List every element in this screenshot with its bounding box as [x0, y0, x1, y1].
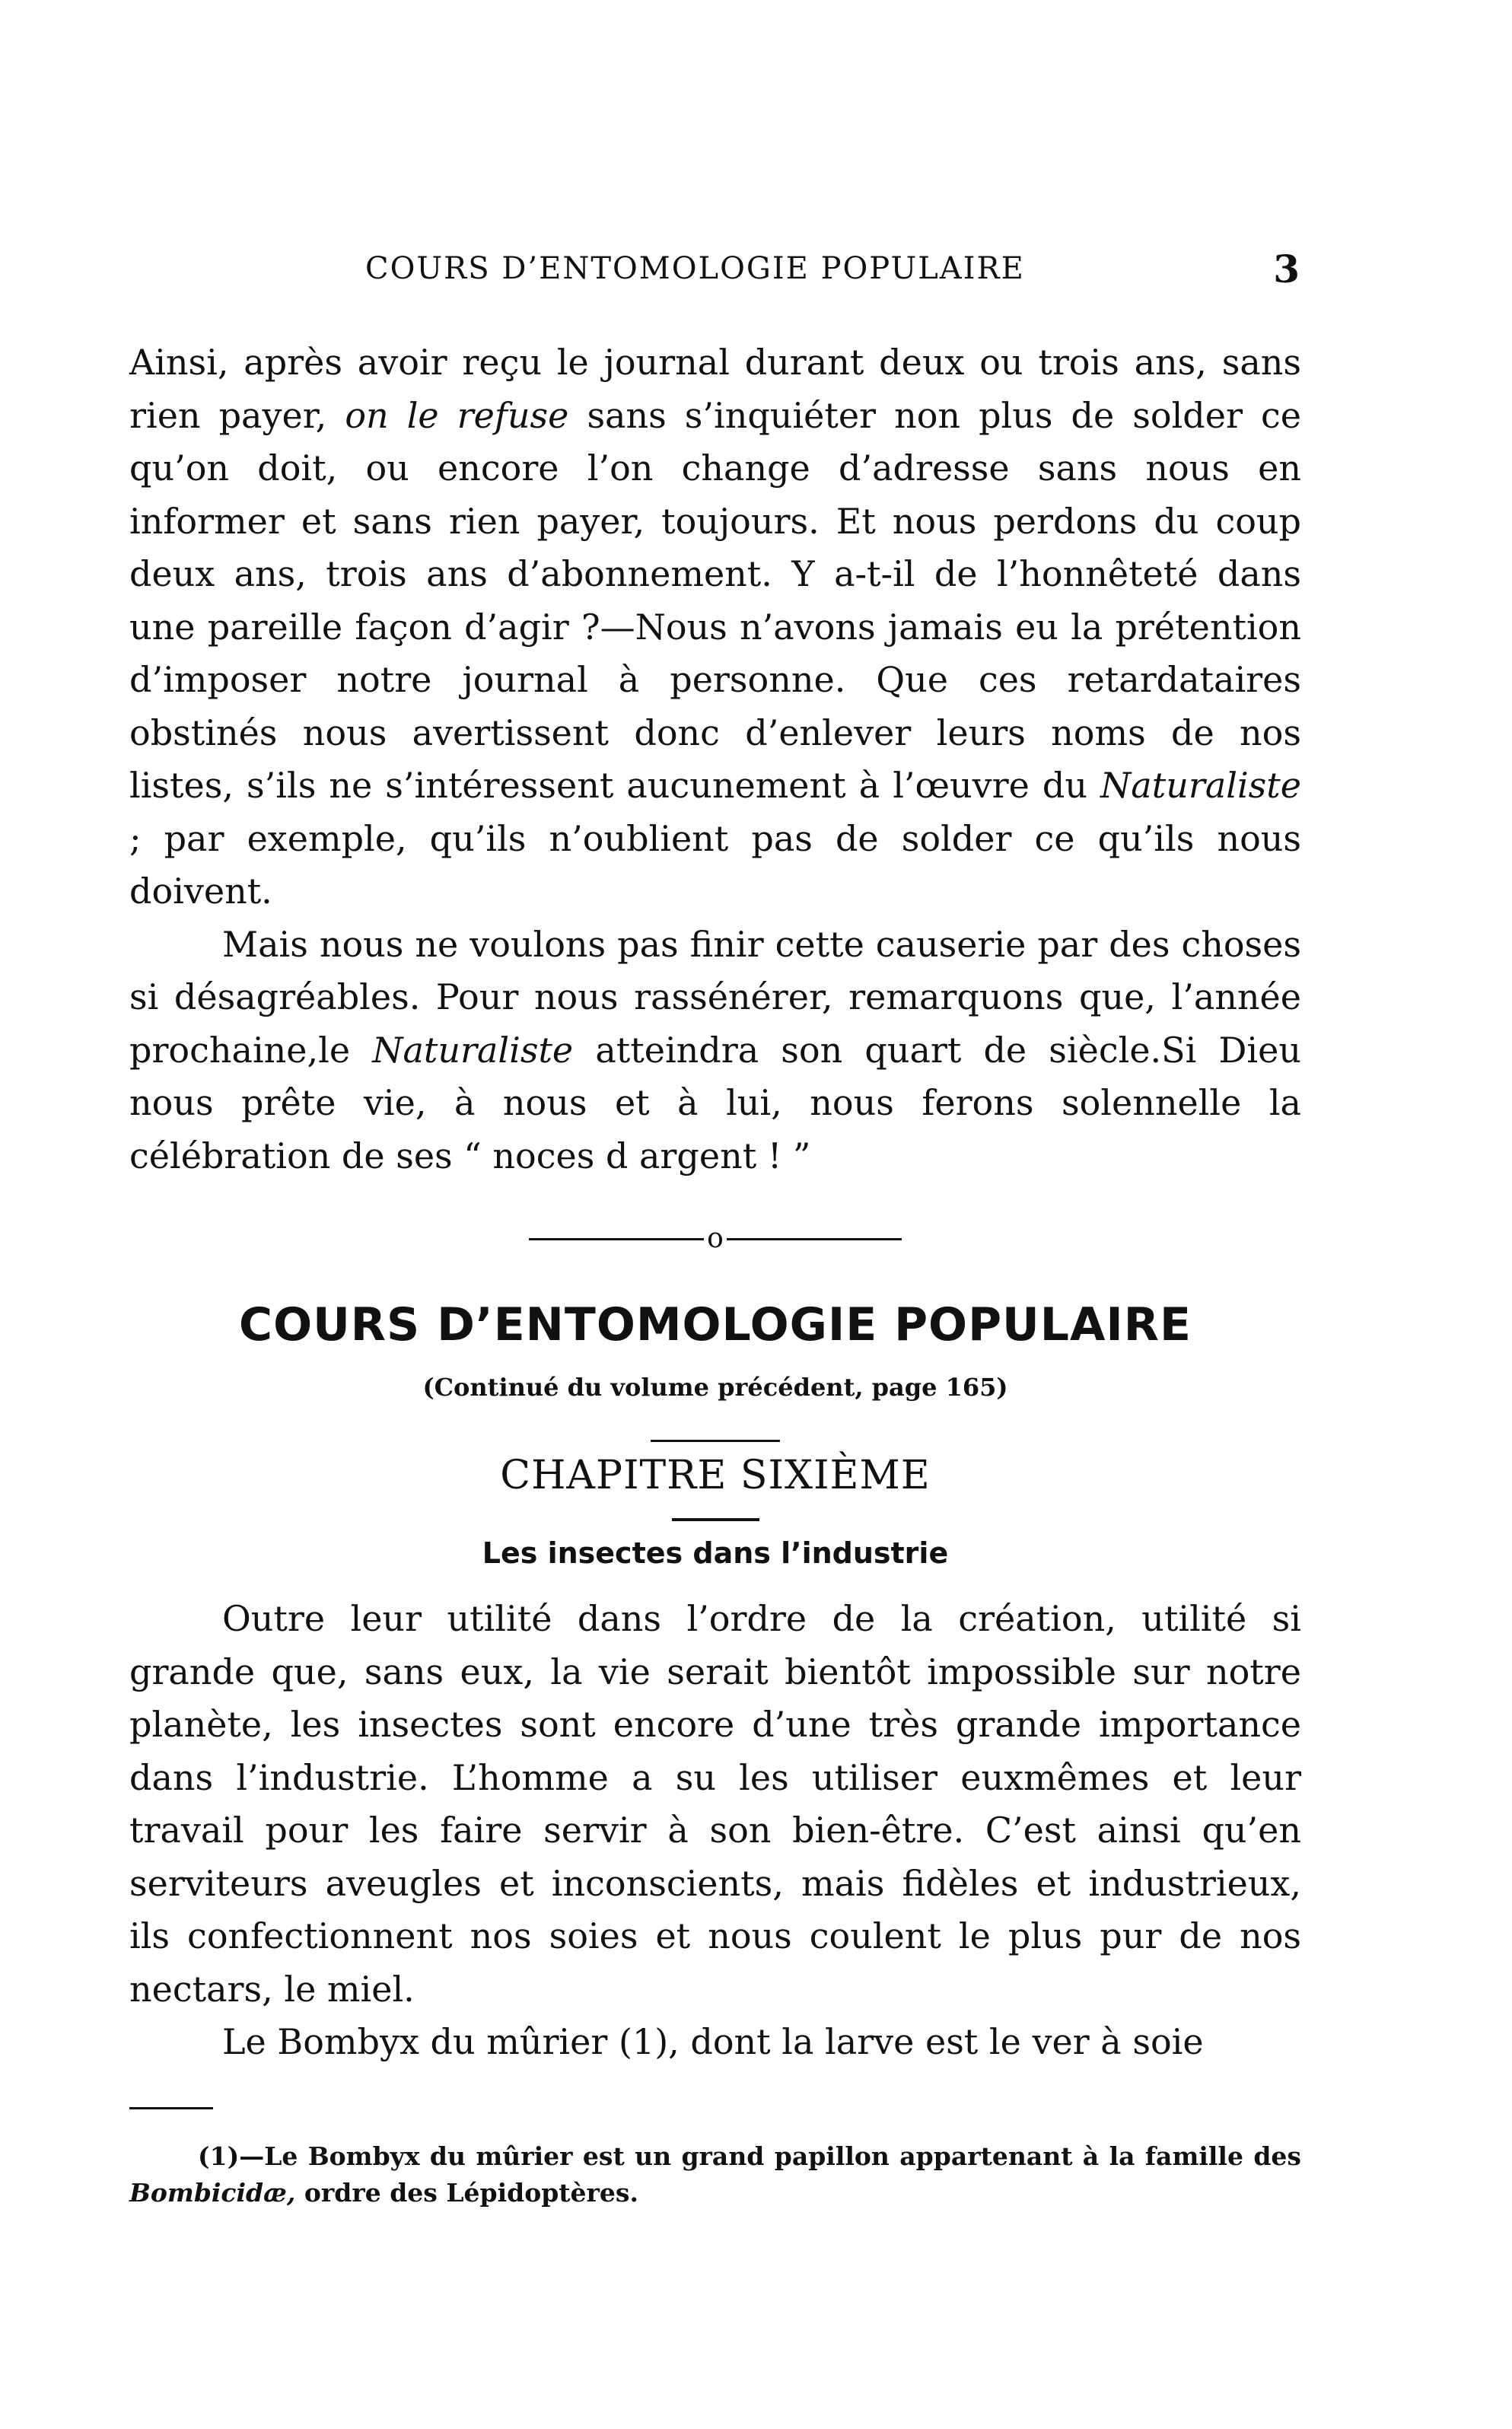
footnote-rule: [129, 2107, 213, 2109]
page-number: 3: [1273, 247, 1301, 291]
intro-p1-text-c: ; par exemple, qu’ils n’oublient pas de solder ce qu’ils nous doivent.: [129, 817, 1301, 912]
article-title: COURS D’ENTOMOLOGIE POPULAIRE: [239, 1298, 1192, 1351]
chapter-rule: [651, 1440, 780, 1442]
intro-p2-text-a: Mais nous ne voulons pas finir cette causerie par des choses si désagréables. Pour nous rassénérer, remarquons que, l’année prochaine,le: [129, 923, 1301, 1071]
body-paragraph-1: Outre leur utilité dans l’ordre de la création, utilité si grande que, sans eux, la vie serait bientôt impossible sur notre planète, les insectes sont encore d’une très grande importance dans l’industrie. L’homme a su les utiliser euxmêmes et leur travail pour les faire servir à son bien-être. C’est ainsi qu’en serviteurs aveugles et inconscients, mais fidèles et industrieux, ils confectionnent nos soies et nous coulent le plus pur de nos nectars, le miel.: [129, 1598, 1301, 2010]
footnote-text-b: ordre des Lépidoptères.: [295, 2177, 638, 2208]
intro-p1-emphasis-a: on le refuse: [345, 394, 569, 436]
chapter-heading: CHAPITRE SIXIÈME: [500, 1453, 931, 1498]
running-head: [129, 247, 1301, 297]
page: [129, 247, 1301, 2211]
intro-p2-text-b: atteindra son quart de siècle.Si Dieu nous prête vie, à nous et à lui, nous ferons solennelle la célébration de ses “ noces d argent ! ”: [129, 1029, 1301, 1176]
separator-symbol: o: [707, 1223, 724, 1254]
intro-p1-text-a: Ainsi, après avoir reçu le journal durant deux ou trois ans, sans rien payer,: [129, 342, 1301, 436]
intro-paragraph-2: [129, 918, 1301, 1183]
section-separator: [129, 1222, 1301, 1254]
subtitle-rule: [672, 1518, 759, 1521]
intro-p1-text-b: sans s’inquiéter non plus de solder ce qu’on doit, ou encore l’on change d’adresse sans nous en informer et sans rien payer, toujours. Et nous perdons du coup deux ans, trois ans d’abonnement. Y a-t-il de l’honnêteté dans une pareille façon d’agir ?—Nous n’avons jamais eu la prétention d’imposer notre journal à personne. Que ces retardataires obstinés nous avertissent donc d’enlever leurs noms de nos listes, s’ils ne s’intéressent aucunement à l’œuvre du: [129, 394, 1301, 806]
continuation-note: (Continué du volume précédent, page 165): [422, 1373, 1008, 1402]
chapter-subtitle: Les insectes dans l’industrie: [482, 1536, 949, 1570]
separator-line-right: [727, 1238, 902, 1240]
footnote-text-a: (1)—Le Bombyx du mûrier est un grand papillon appartenant à la famille des: [198, 2141, 1301, 2171]
body-paragraph-2: Le Bombyx du mûrier (1), dont la larve est le ver à soie: [222, 2021, 1204, 2062]
intro-p1-emphasis-b: Naturaliste: [1100, 765, 1301, 806]
separator-line-left: [529, 1238, 704, 1240]
footnote: [129, 2138, 1301, 2211]
intro-paragraph-1: [129, 336, 1301, 918]
running-head-title: COURS D’ENTOMOLOGIE POPULAIRE: [365, 251, 1025, 286]
footnote-emphasis: Bombicidæ,: [129, 2177, 296, 2208]
intro-p2-emphasis: Naturaliste: [372, 1029, 574, 1071]
